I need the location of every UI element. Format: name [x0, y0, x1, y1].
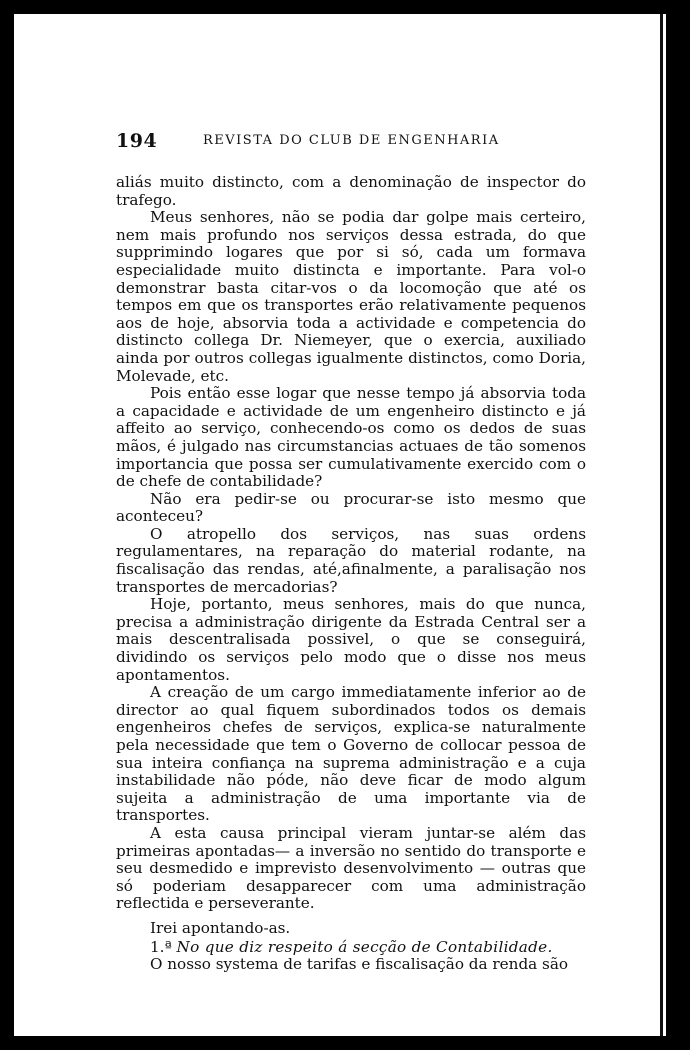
page-edge-line: [660, 14, 663, 1036]
paragraph-irei-apontando: Irei apontando-as.: [150, 918, 291, 937]
paragraph-pois-entao: Pois então esse logar que nesse tempo já absorvia toda a capacidade e actividade de um engenheiro distincto e já affeito ao serviço, conhecendo-os como os dedos de suas mãos, é julgado nas circumstancias actuaes de tão somenos importancia que possa ser cumulativamente exercido com o de chefe de contabilidade?: [116, 384, 586, 491]
paragraph-esta-causa: A esta causa principal vieram juntar-se além das primeiras apontadas— a inversão no sentido do transporte e seu desmedido e imprevisto desenvolvimento — outras que só poderiam desapparecer com uma administração reflectida e perseverante.: [116, 823, 586, 913]
paragraph-tarifas-start: O nosso systema de tarifas e fiscalisação da renda são: [150, 954, 569, 973]
article-body: [116, 174, 586, 973]
paragraph-continuation: aliás muito distincto, com a denominação de inspector do trafego.: [116, 173, 586, 209]
section-number: 1.ª: [150, 937, 172, 956]
page-header: [116, 130, 586, 152]
paragraph-creacao-cargo: A creação de um cargo immediatamente inferior ao de director ao qual fiquem subordinados todos os demais engenheiros chefes de serviços, explica-se naturalmente pela necessidade que tem o Governo de collocar pessoa de sua inteira confiança na suprema administração e a cuja instabilidade não póde, não deve ficar de modo algum sujeita a administração de uma importante via de transportes.: [116, 683, 586, 825]
section-title: No que diz respeito á secção de Contabilidade.: [176, 937, 553, 956]
paragraph-nao-era-pedir: Não era pedir-se ou procurar-se isto mesmo que aconteceu?: [116, 489, 586, 526]
book-page: [14, 14, 666, 1036]
paragraph-meus-senhores: Meus senhores, não se podia dar golpe mais certeiro, nem mais profundo nos serviços dessa estrada, do que supprimindo logares que por si só, cada um formava especialidade muito distincta e importante. Para vol-o demonstrar basta citar-vos o da locomoção que até os tempos em que os transportes erão relativamente pequenos aos de hoje, absorvia toda a actividade e competencia do distincto collega Dr. Niemeyer, que o exercia, auxiliado ainda por outros collegas igualmente distinctos, como Doria, Molevade, etc.: [116, 208, 586, 385]
page-number: 194: [116, 130, 158, 152]
section-heading: [116, 938, 586, 956]
paragraph-atropello: O atropello dos serviços, nas suas ordens regulamentares, na reparação do material rodante, na fiscalisação das rendas, até,afinalmente, a paralisação nos transportes de mercadorias?: [116, 524, 586, 596]
paragraph-hoje-portanto: Hoje, portanto, meus senhores, mais do que nunca, precisa a administração dirigente da Estrada Central ser a mais descentralisada possivel, o que se conseguirá, dividindo os serviços pelo modo que o disse nos meus apontamentos.: [116, 595, 586, 684]
running-title: REVISTA DO CLUB DE ENGENHARIA: [203, 133, 500, 148]
